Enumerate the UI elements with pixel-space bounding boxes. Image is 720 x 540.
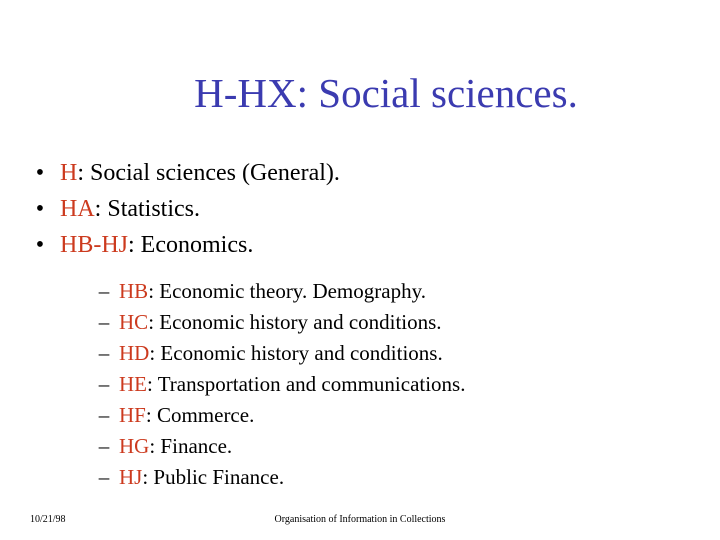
sub-bullet-item: [97, 400, 465, 431]
sub-bullet-item: [97, 431, 465, 462]
dash-icon: –: [98, 465, 110, 489]
class-code: HE: [119, 372, 147, 396]
footer-date: 10/21/98: [30, 514, 66, 525]
sub-bullet-item: [97, 369, 465, 400]
dash-icon: –: [98, 403, 110, 427]
class-description: : Public Finance.: [142, 465, 285, 489]
slide-title: H-HX: Social sciences.: [194, 70, 578, 116]
bullet-item: [30, 227, 340, 263]
class-code: HA: [60, 196, 95, 222]
dash-icon: –: [98, 310, 110, 334]
class-description: : Economics.: [128, 232, 254, 258]
class-description: : Social sciences (General).: [77, 160, 340, 186]
dash-icon: –: [98, 279, 110, 303]
class-code: HJ: [119, 465, 143, 489]
class-description: : Statistics.: [94, 196, 201, 222]
sub-bullet-item: [97, 338, 465, 369]
footer-caption: Organisation of Information in Collections: [274, 514, 446, 525]
class-code: H: [60, 160, 78, 186]
class-description: : Transportation and communications.: [147, 372, 466, 396]
class-code: HD: [119, 341, 150, 365]
sub-bullet-item: [97, 462, 465, 493]
class-description: : Commerce.: [145, 403, 255, 427]
class-code: HB-HJ: [60, 232, 129, 258]
class-description: : Economic history and conditions.: [149, 341, 443, 365]
sub-bullet-list: [97, 276, 465, 493]
bullet-dot-icon: •: [35, 232, 45, 258]
class-description: : Finance.: [149, 434, 233, 458]
dash-icon: –: [98, 341, 110, 365]
class-code: HG: [119, 434, 150, 458]
class-description: : Economic history and conditions.: [148, 310, 442, 334]
bullet-dot-icon: •: [35, 196, 45, 222]
class-code: HC: [119, 310, 149, 334]
bullet-list: [30, 155, 340, 263]
bullet-item: [30, 191, 340, 227]
class-description: : Economic theory. Demography.: [148, 279, 426, 303]
sub-bullet-item: [97, 307, 465, 338]
bullet-dot-icon: •: [35, 160, 45, 186]
dash-icon: –: [98, 372, 110, 396]
class-code: HB: [119, 279, 149, 303]
sub-bullet-item: [97, 276, 465, 307]
class-code: HF: [119, 403, 146, 427]
dash-icon: –: [98, 434, 110, 458]
bullet-item: [30, 155, 340, 191]
